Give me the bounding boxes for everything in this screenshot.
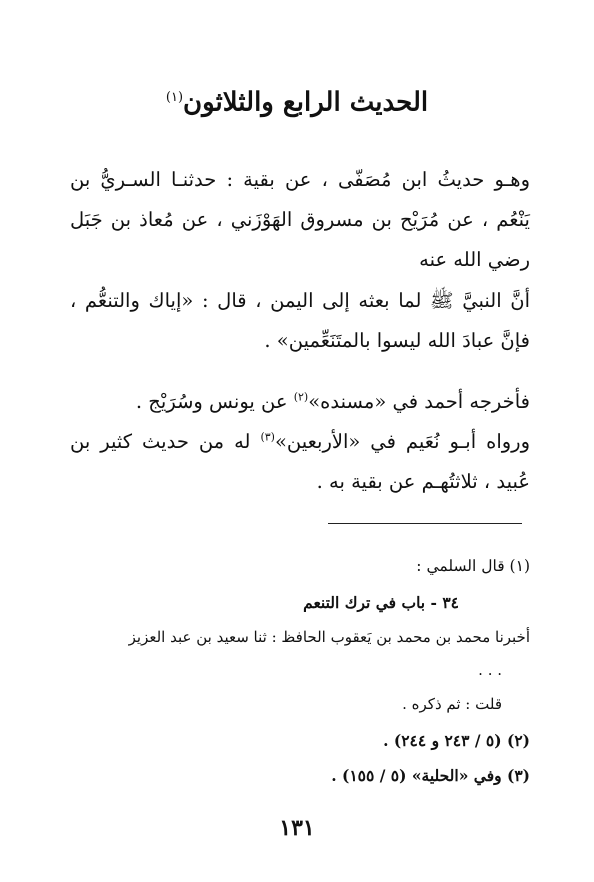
footnote-2: (٢) (٥ / ٢٤٣ و ٢٤٤) . xyxy=(383,731,530,750)
page-number: ١٣١ xyxy=(279,815,315,841)
footnote-1-note: قلت : ثم ذكره . xyxy=(402,695,502,713)
footnote-3: (٣) وفي «الحلية» (٥ / ١٥٥) . xyxy=(331,766,530,785)
footnote-1-chapter-heading: ٣٤ - باب في ترك التنعم xyxy=(303,593,459,612)
footnote-ref-3: (٣) xyxy=(260,430,275,444)
footnote-1-chain: أخبرنا محمد بن محمد بن يَعقوب الحافظ : ثنا سعيد بن عبد العزيز xyxy=(128,628,530,646)
isnad-paragraph: وهـو حديثُ ابن مُصَفّى ، عن بقية : حدثنـا السـريُّ بن يَنْعُم ، عن مُرَيْح بن مسروق الهَوْزَني ، عن مُعاذ بن جَبَل رضي الله عنه xyxy=(70,168,530,271)
takhrij-abunuaym-paragraph xyxy=(70,422,530,502)
footnote-ref-2: (٢) xyxy=(293,390,309,404)
takhrij-ahmad-rest: عن يونس وسُرَيْج . xyxy=(135,390,294,413)
takhrij-ahmad-paragraph xyxy=(70,382,530,422)
hadith-title xyxy=(0,78,594,123)
takhrij-abunuaym-rest: له من حديث كثير بن عُبيد ، ثلاثتُهـم عن بقية به . xyxy=(70,430,530,493)
takhrij-abunuaym-text: ورواه أبـو نُعَيم في «الأربعين» xyxy=(274,430,530,453)
title-footnote-ref: (١) xyxy=(165,90,184,105)
takhrij-ahmad-text: فأخرجه أحمد في «مسنده» xyxy=(308,390,530,413)
footnote-1-ellipsis: . . . xyxy=(478,661,502,679)
footnote-1-intro: (١) قال السلمي : xyxy=(416,557,530,575)
hadith-title-text: الحديث الرابع والثلاثون xyxy=(183,87,429,118)
footnote-separator xyxy=(328,523,522,524)
matn-paragraph: أنَّ النبيَّ ﷺ لما بعثه إلى اليمن ، قال : «إياك والتنعُّم ، فإنَّ عبادَ الله ليسوا بالمتَنَعِّمين» . xyxy=(70,289,530,352)
